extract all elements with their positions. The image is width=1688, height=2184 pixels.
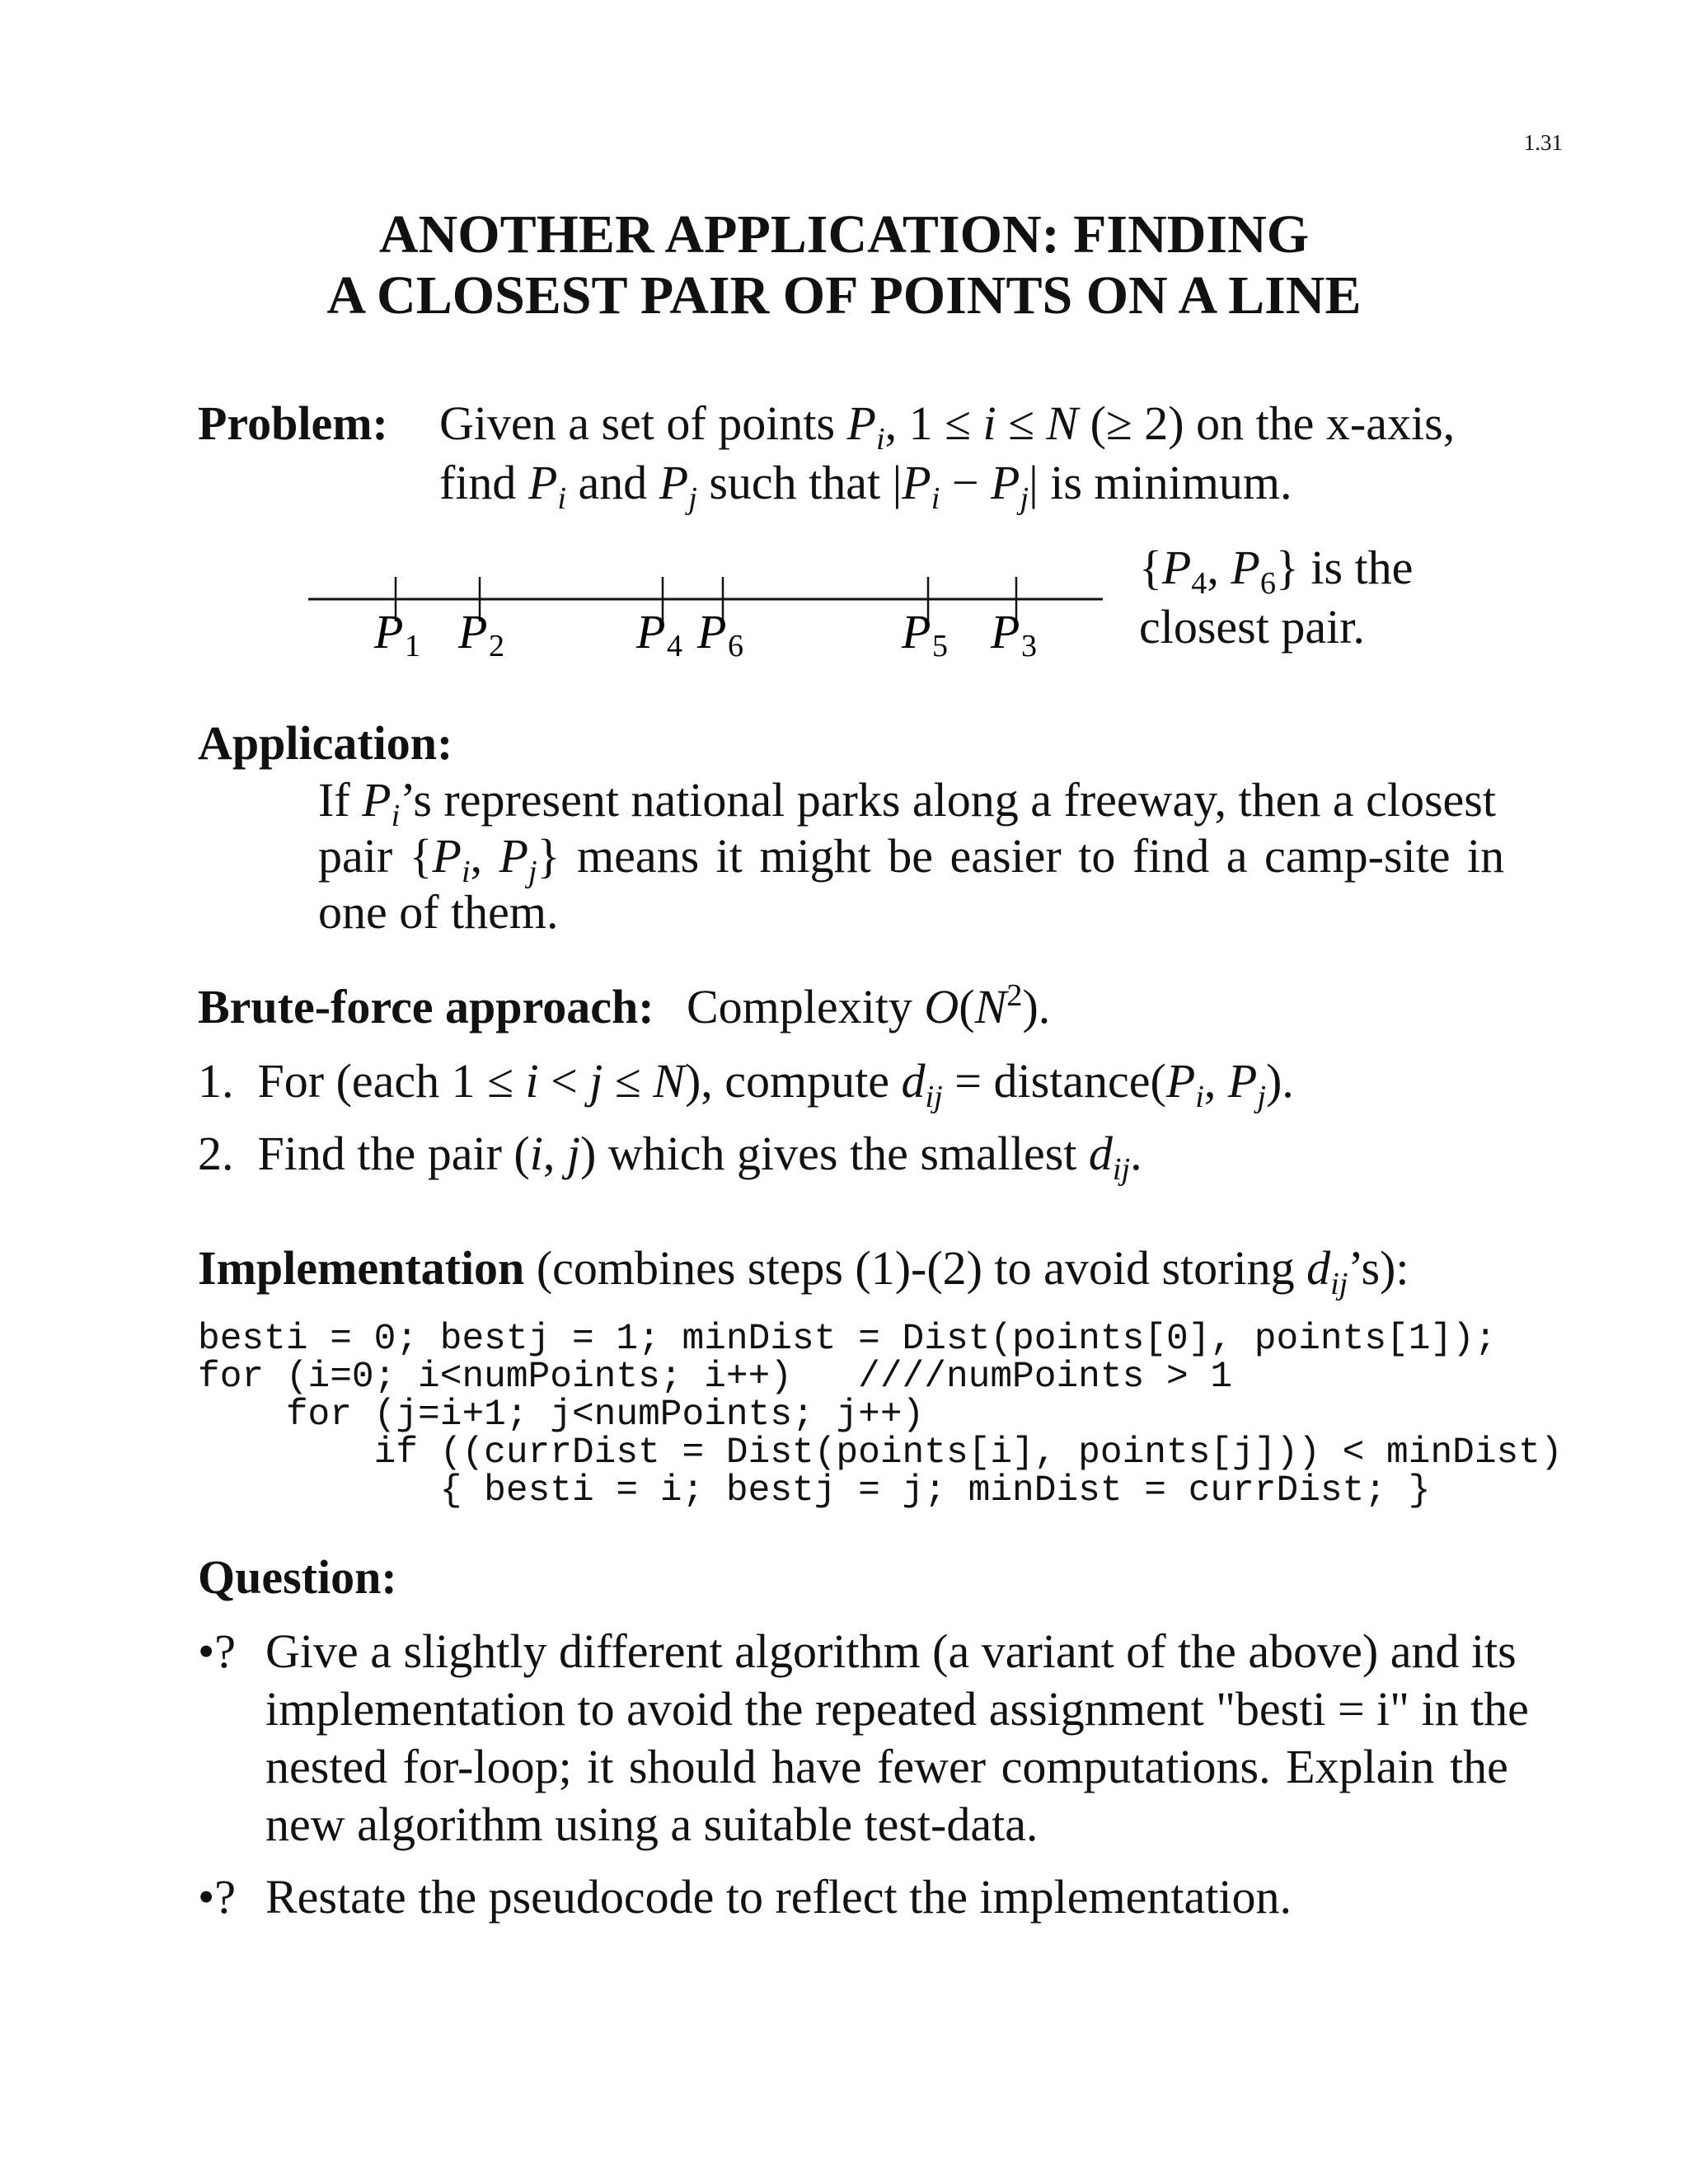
problem-line-2: find $P_i$ and $P_j$ such that $|P_i - P_j|$ is minimum. <box>439 456 1292 517</box>
problem-line-1: Given a set of points $P_i$, 1 ≤ i ≤ N (≥ 2) on the x-axis, <box>439 396 1456 457</box>
code-line-4: if ((currDist = Dist(points[i], points[j])) < minDist) <box>198 1432 1563 1474</box>
number-line-figure <box>297 560 1121 668</box>
problem-label: Problem: <box>198 396 388 450</box>
svg-text:2: 2 <box>489 629 504 663</box>
question-1-line-1: Give a slightly different algorithm (a variant of the above) and its <box>265 1624 1517 1678</box>
application-line-3: one of them. <box>318 885 559 939</box>
brute-force-label: Brute-force approach: <box>198 980 654 1033</box>
application-line-1: If $P_i’s$ represent national parks along a freeway, then a closest <box>318 773 1496 834</box>
code-line-2: for (i=0; i<numPoints; i++) ////numPoints > 1 <box>198 1357 1233 1398</box>
question-2-bullet: •? <box>198 1870 237 1924</box>
page-number: 1.31 <box>1523 130 1563 155</box>
point-p5 <box>901 577 948 663</box>
page-title-line-2: A CLOSEST PAIR OF POINTS ON A LINE <box>326 265 1362 326</box>
application-label: Application: <box>198 716 453 770</box>
point-p2 <box>457 577 504 663</box>
svg-text:P: P <box>374 605 404 658</box>
question-1-line-4: new algorithm using a suitable test-data. <box>265 1797 1039 1851</box>
point-p1 <box>373 577 420 663</box>
svg-text:P: P <box>636 605 666 658</box>
code-line-3: for (j=i+1; j<numPoints; j++) <box>198 1394 925 1436</box>
brute-force-step-2: 2. Find the pair (i, j) which gives the smallest $d_{ij}$. <box>198 1127 1142 1188</box>
figure-caption-line-1: {$P_4$, $P_6$} is the <box>1139 541 1414 602</box>
page-title-line-1: ANOTHER APPLICATION: FINDING <box>378 204 1310 265</box>
svg-text:4: 4 <box>667 629 682 663</box>
svg-text:5: 5 <box>932 629 948 663</box>
point-p4 <box>635 577 682 663</box>
implementation-heading: Implementation (combines steps (1)-(2) to avoid storing $d_{ij}’s$): <box>198 1241 1409 1302</box>
question-1-bullet: •? <box>198 1624 237 1678</box>
code-line-1: besti = 0; bestj = 1; minDist = Dist(points[0], points[1]); <box>198 1319 1497 1360</box>
svg-text:3: 3 <box>1021 629 1037 663</box>
question-1-line-2: implementation to avoid the repeated assignment "besti = i" in the <box>265 1682 1529 1736</box>
svg-text:1: 1 <box>405 629 420 663</box>
question-1-line-3: nested for-loop; it should have fewer computations. Explain the <box>265 1740 1508 1793</box>
implementation-label: Implementation <box>198 1241 525 1295</box>
application-line-2: pair {$P_i$, $P_j$} means it might be easier to find a camp-site in <box>318 829 1505 890</box>
brute-force-step-1: 1. For (each 1 ≤ i < j ≤ N), compute $d_{ij}$ = $distance(P_i$, $P_j$). <box>198 1054 1294 1115</box>
question-2-text: Restate the pseudocode to reflect the implementation. <box>265 1870 1292 1924</box>
svg-text:P: P <box>902 605 931 658</box>
svg-text:P: P <box>991 605 1020 658</box>
figure-caption-line-2: closest pair. <box>1139 600 1365 654</box>
svg-text:6: 6 <box>728 629 743 663</box>
svg-text:P: P <box>697 605 727 658</box>
svg-text:P: P <box>458 605 488 658</box>
question-label: Question: <box>198 1550 397 1604</box>
code-line-5: { besti = i; bestj = j; minDist = currDist; } <box>198 1470 1431 1511</box>
point-p6 <box>696 577 743 663</box>
point-p3 <box>990 577 1037 663</box>
brute-force-complexity: Complexity $O(N^2)$. <box>687 977 1051 1033</box>
